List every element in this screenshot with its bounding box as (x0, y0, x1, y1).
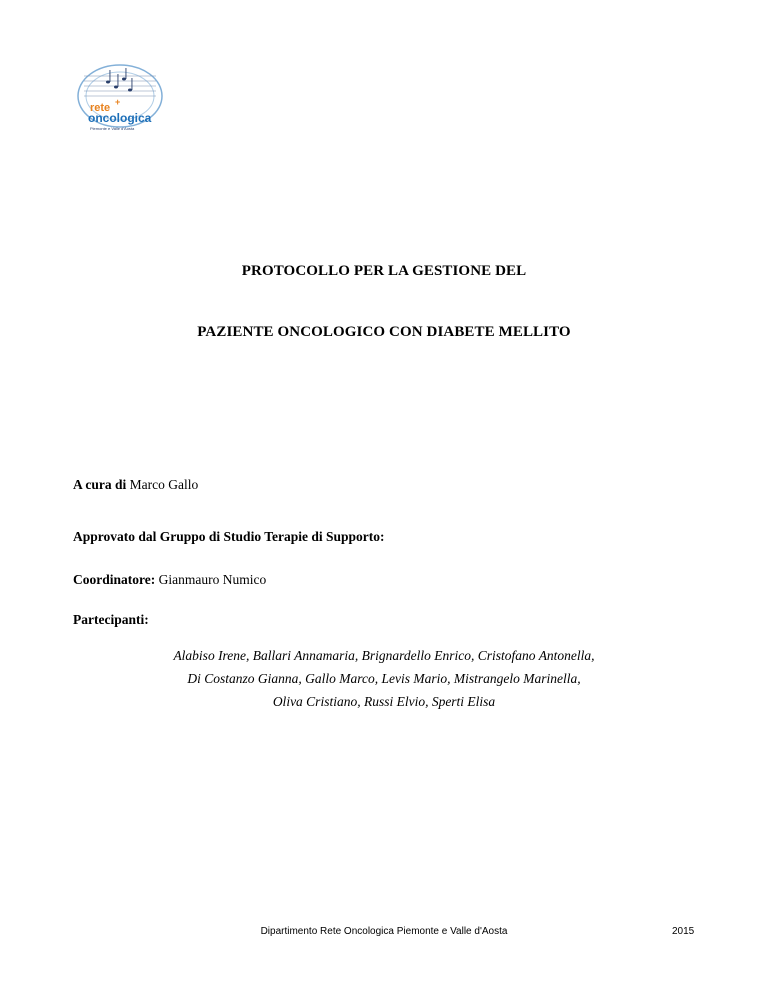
logo-word-rete: rete (90, 102, 111, 114)
participants-line: Alabiso Irene, Ballari Annamaria, Brignardello Enrico, Cristofano Antonella, (173, 648, 595, 663)
coordinator-label: Coordinatore: (73, 572, 156, 587)
logo-word-oncologica: oncologica (88, 111, 152, 125)
coordinator-name: Gianmauro Numico (158, 572, 267, 587)
coordinator-line (73, 572, 266, 588)
participants-list (0, 644, 768, 713)
rete-oncologica-logo (74, 62, 166, 138)
footer-department: Dipartimento Rete Oncologica Piemonte e Valle d'Aosta (260, 926, 508, 937)
title-line-2: PAZIENTE ONCOLOGICO CON DIABETE MELLITO (197, 324, 571, 340)
footer-year: 2015 (672, 926, 695, 937)
approved-by-heading: Approvato dal Gruppo di Studio Terapie di Supporto: (73, 529, 385, 544)
logo-tagline: Piemonte e Valle d'Aosta (90, 126, 135, 131)
editor-name: Marco Gallo (129, 477, 199, 492)
editor-label: A cura di (73, 477, 127, 492)
logo-graphic (74, 62, 166, 138)
editor-line (73, 477, 198, 493)
title-line-1: PROTOCOLLO PER LA GESTIONE DEL (241, 263, 527, 279)
participants-label: Partecipanti: (73, 612, 149, 627)
svg-text:+: + (115, 97, 121, 107)
participants-line: Oliva Cristiano, Russi Elvio, Sperti Elisa (272, 694, 496, 709)
participants-line: Di Costanzo Gianna, Gallo Marco, Levis Mario, Mistrangelo Marinella, (187, 671, 581, 686)
